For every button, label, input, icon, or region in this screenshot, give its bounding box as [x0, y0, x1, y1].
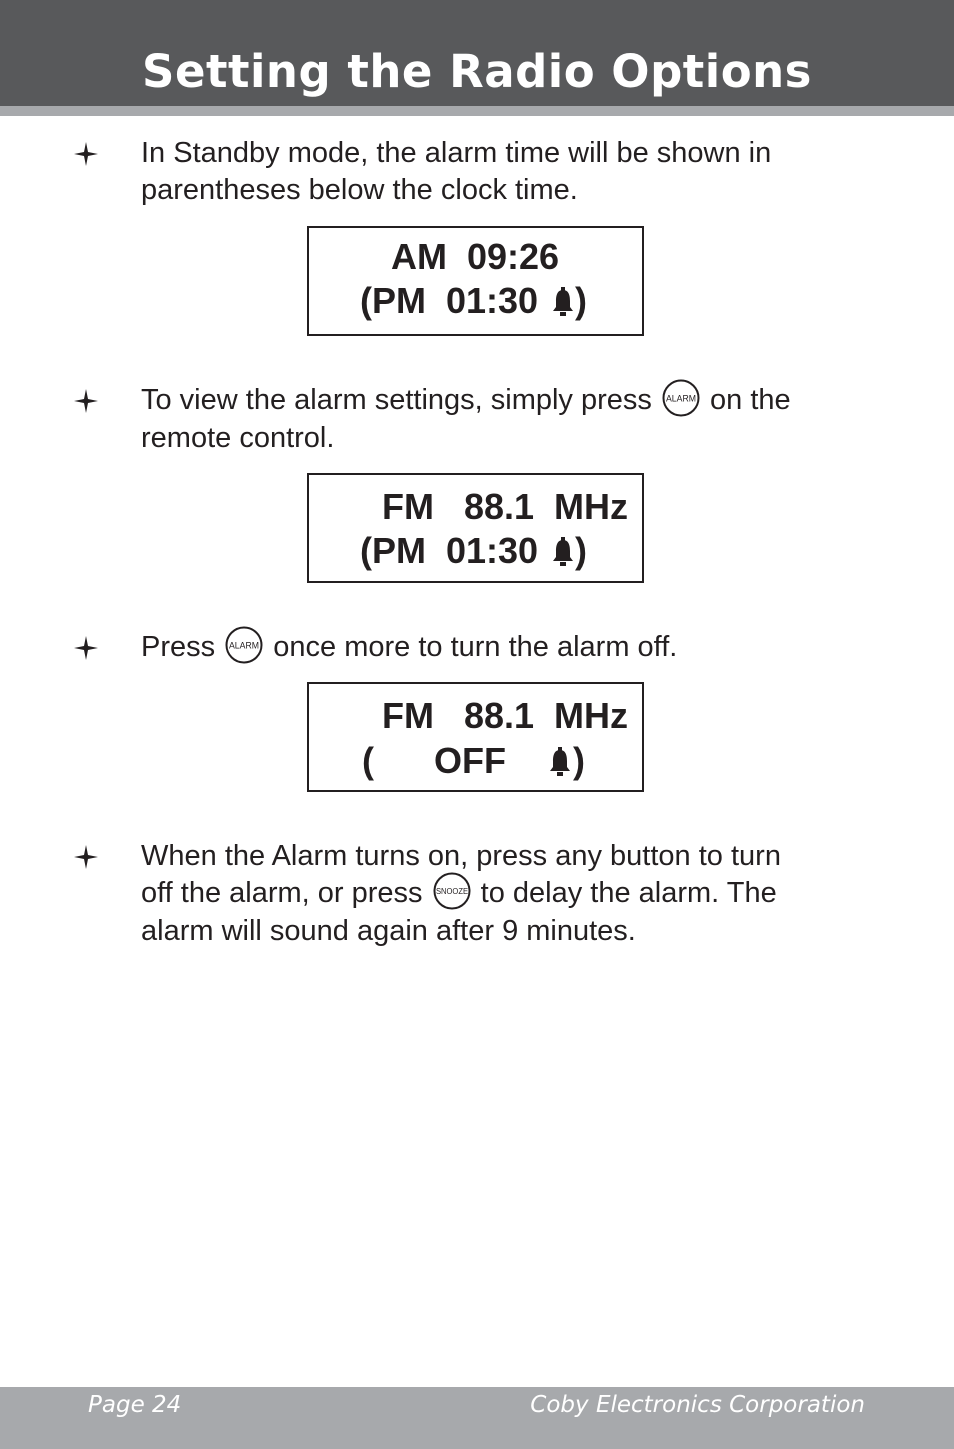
display-line-2: (PM 01:30	[360, 280, 539, 321]
item-3-text-after: once more to turn the alarm off.	[273, 631, 678, 663]
display-close-paren: )	[575, 280, 587, 321]
display-line-1: FM 88.1 MHz	[382, 695, 629, 736]
bell-icon	[552, 537, 574, 567]
page-title: Setting the Radio Options	[142, 45, 812, 98]
item-4-text	[141, 838, 861, 950]
bell-icon	[552, 287, 574, 317]
bullet-star-icon	[72, 843, 100, 871]
item-4-text-before: off the alarm, or press	[141, 877, 423, 909]
item-3-text	[141, 629, 861, 667]
page-number: Page 24	[88, 1392, 182, 1418]
alarm-button-icon	[662, 379, 700, 417]
alarm-button-label: ALARM	[665, 393, 697, 405]
snooze-button-icon	[433, 872, 471, 910]
display-close-paren: )	[573, 740, 585, 781]
alarm-button-label: ALARM	[229, 640, 260, 652]
item-4-text-line3: alarm will sound again after 9 minutes.	[141, 915, 636, 948]
display-close-paren: )	[575, 530, 587, 571]
item-4-text-line1: When the Alarm turns on, press any button to turn	[141, 840, 781, 872]
item-1-text: In Standby mode, the alarm time will be shown in parentheses below the clock time.	[141, 137, 772, 206]
lcd-display-standby	[307, 226, 644, 336]
item-4-text-after: to delay the alarm. The	[480, 877, 777, 909]
display-alarm-state: OFF	[434, 740, 506, 781]
snooze-button-label: SNOOZE	[435, 887, 468, 897]
item-2-text-after: on the	[710, 384, 791, 416]
item-2-text	[141, 382, 861, 457]
display-line-1: AM 09:26	[391, 236, 560, 277]
item-3-text-before: Press	[141, 631, 216, 663]
bullet-star-icon	[72, 387, 100, 415]
bullet-star-icon	[72, 140, 100, 168]
display-line-2: (PM 01:30	[360, 530, 539, 571]
item-2-text-line2: remote control.	[141, 422, 335, 455]
lcd-display-radio	[307, 473, 644, 583]
bullet-star-icon	[72, 634, 100, 662]
alarm-button-icon	[225, 626, 263, 664]
item-2-text-before: To view the alarm settings, simply press	[141, 384, 652, 416]
header-stripe	[0, 106, 954, 116]
bell-icon	[549, 747, 571, 777]
lcd-display-alarm-off	[307, 682, 644, 792]
display-line-1: FM 88.1 MHz	[382, 486, 629, 527]
company-name: Coby Electronics Corporation	[530, 1392, 865, 1418]
display-open-paren: (	[362, 740, 374, 781]
